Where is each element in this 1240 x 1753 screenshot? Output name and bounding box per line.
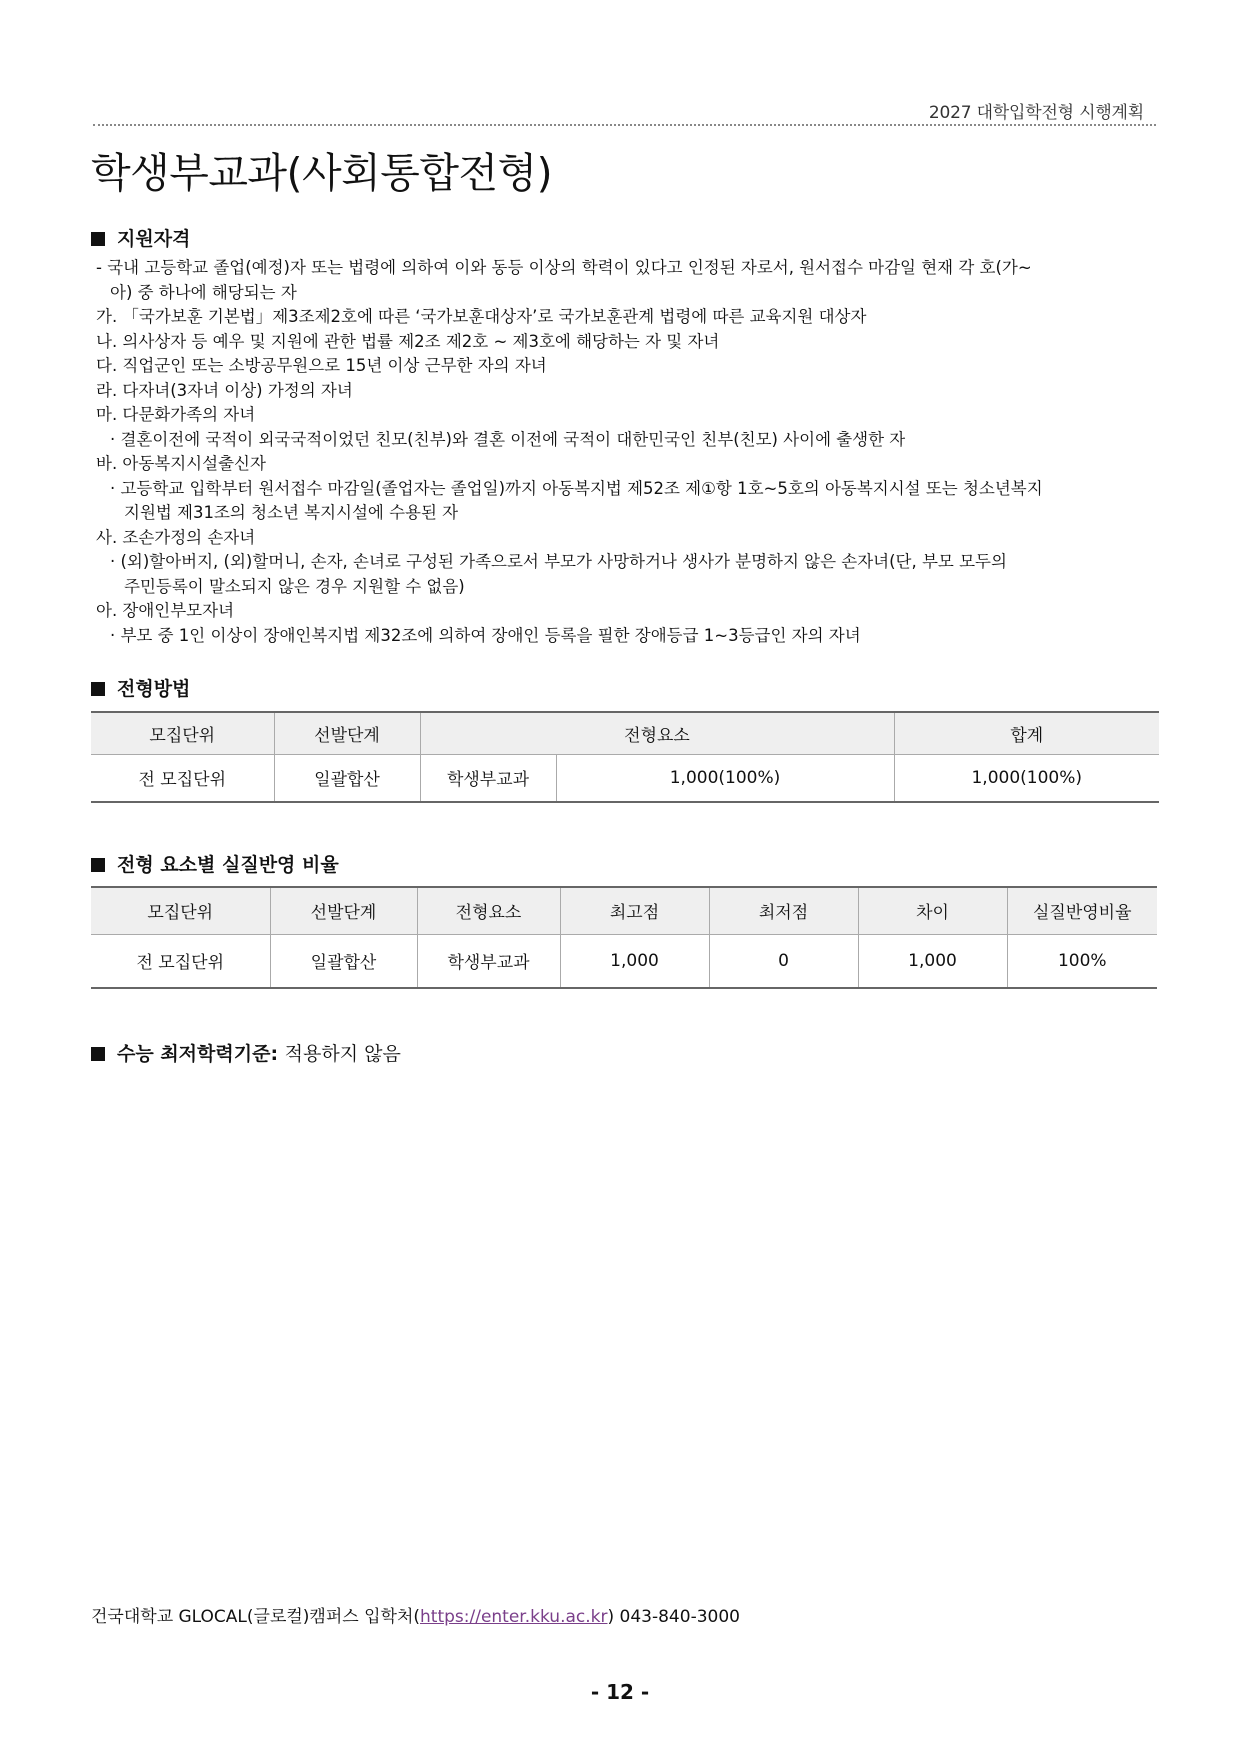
page-number: - 12 - [590, 1680, 650, 1704]
footer-suffix: ) 043-840-3000 [607, 1607, 740, 1627]
table-cell: 전 모집단위 [91, 754, 274, 802]
eligibility-item-na: 나. 의사상자 등 예우 및 지원에 관한 법률 제2조 제2호 ~ 제3호에 해당하는 자 및 자녀 [96, 331, 720, 351]
table-cell: 1,000 [560, 934, 709, 988]
eligibility-item-ba: 바. 아동복지시설출신자 [96, 454, 266, 473]
eligibility-subitem: · 결혼이전에 국적이 외국국적이었던 친모(친부)와 결혼 이전에 국적이 대한민국인 친부(친모) 사이에 출생한 자 [110, 429, 906, 449]
csat-minimum-heading [91, 1039, 401, 1066]
csat-minimum-value: 적용하지 않음 [284, 1043, 401, 1065]
admissions-website-link[interactable]: https://enter.kku.ac.kr [420, 1607, 608, 1627]
square-bullet-icon [91, 1047, 105, 1061]
table-cell: 1,000(100%) [556, 754, 894, 802]
square-bullet-icon [91, 682, 105, 696]
eligibility-line: - 국내 고등학교 졸업(예정)자 또는 법령에 의하여 이와 동등 이상의 학력이 있다고 인정된 자로서, 원서접수 마감일 현재 각 호(가~ [96, 258, 1032, 277]
actual-ratio-heading-text: 전형 요소별 실질반영 비율 [117, 854, 339, 876]
eligibility-line: 아) 중 하나에 해당되는 자 [110, 282, 297, 302]
eligibility-item-da: 다. 직업군인 또는 소방공무원으로 15년 이상 근무한 자의 자녀 [96, 356, 547, 375]
footer-prefix: 건국대학교 GLOCAL(글로컬)캠퍼스 입학처( [91, 1607, 421, 1627]
selection-method-heading [91, 674, 190, 701]
header-divider [93, 124, 1156, 126]
eligibility-subitem-cont: 주민등록이 말소되지 않은 경우 지원할 수 없음) [124, 576, 465, 596]
eligibility-item-ra: 라. 다자녀(3자녀 이상) 가정의 자녀 [96, 380, 353, 400]
column-header: 차이 [858, 887, 1007, 934]
table-cell: 학생부교과 [417, 934, 560, 988]
page-title: 학생부교과(사회통합전형) [91, 149, 553, 197]
column-header: 최저점 [709, 887, 858, 934]
column-header: 모집단위 [91, 712, 274, 754]
actual-ratio-heading [91, 850, 339, 877]
eligibility-item-sa: 사. 조손가정의 손자녀 [96, 527, 256, 547]
actual-ratio-table [91, 886, 1157, 989]
column-header: 전형요소 [417, 887, 560, 934]
eligibility-subitem: · (외)할아버지, (외)할머니, 손자, 손녀로 구성된 가족으로서 부모가 사망하거나 생사가 분명하지 않은 손자녀(단, 부모 모두의 [110, 552, 1007, 571]
table-cell: 1,000 [858, 934, 1007, 988]
column-header: 전형요소 [420, 712, 894, 754]
document-header-title: 2027 대학입학전형 시행계획 [928, 103, 1144, 123]
table-cell: 1,000(100%) [894, 754, 1159, 802]
table-cell: 전 모집단위 [91, 934, 270, 988]
footer-contact [91, 1602, 740, 1627]
column-header: 선발단계 [270, 887, 417, 934]
eligibility-subitem: · 고등학교 입학부터 원서접수 마감일(졸업자는 졸업일)까지 아동복지법 제52조 제①항 1호~5호의 아동복지시설 또는 청소년복지 [110, 478, 1043, 498]
column-header: 최고점 [560, 887, 709, 934]
selection-method-heading-text: 전형방법 [117, 678, 191, 700]
table-cell: 0 [709, 934, 858, 988]
table-cell: 100% [1007, 934, 1157, 988]
eligibility-subitem: · 부모 중 1인 이상이 장애인복지법 제32조에 의하여 장애인 등록을 필한 장애등급 1~3등급인 자의 자녀 [110, 625, 861, 645]
eligibility-heading-text: 지원자격 [117, 228, 191, 250]
table-header-row [91, 712, 1159, 754]
table-cell: 일괄합산 [270, 934, 417, 988]
eligibility-subitem-cont: 지원법 제31조의 청소년 복지시설에 수용된 자 [124, 503, 459, 522]
square-bullet-icon [91, 232, 105, 246]
column-header: 합계 [894, 712, 1159, 754]
square-bullet-icon [91, 858, 105, 872]
table-cell: 일괄합산 [274, 754, 420, 802]
column-header: 모집단위 [91, 887, 270, 934]
eligibility-item-ma: 마. 다문화가족의 자녀 [96, 405, 256, 424]
table-row [91, 934, 1157, 988]
table-header-row [91, 887, 1157, 934]
csat-minimum-heading-text: 수능 최저학력기준: [117, 1043, 279, 1065]
selection-method-table [91, 711, 1159, 803]
eligibility-item-a: 아. 장애인부모자녀 [96, 601, 235, 620]
table-row [91, 754, 1159, 802]
column-header: 실질반영비율 [1007, 887, 1157, 934]
column-header: 선발단계 [274, 712, 420, 754]
table-cell: 학생부교과 [420, 754, 556, 802]
eligibility-item-ga: 가. 「국가보훈 기본법」제3조제2호에 따른 ‘국가보훈대상자’로 국가보훈관계 법령에 따른 교육지원 대상자 [96, 307, 867, 326]
eligibility-list [96, 256, 1176, 648]
eligibility-heading [91, 224, 190, 251]
